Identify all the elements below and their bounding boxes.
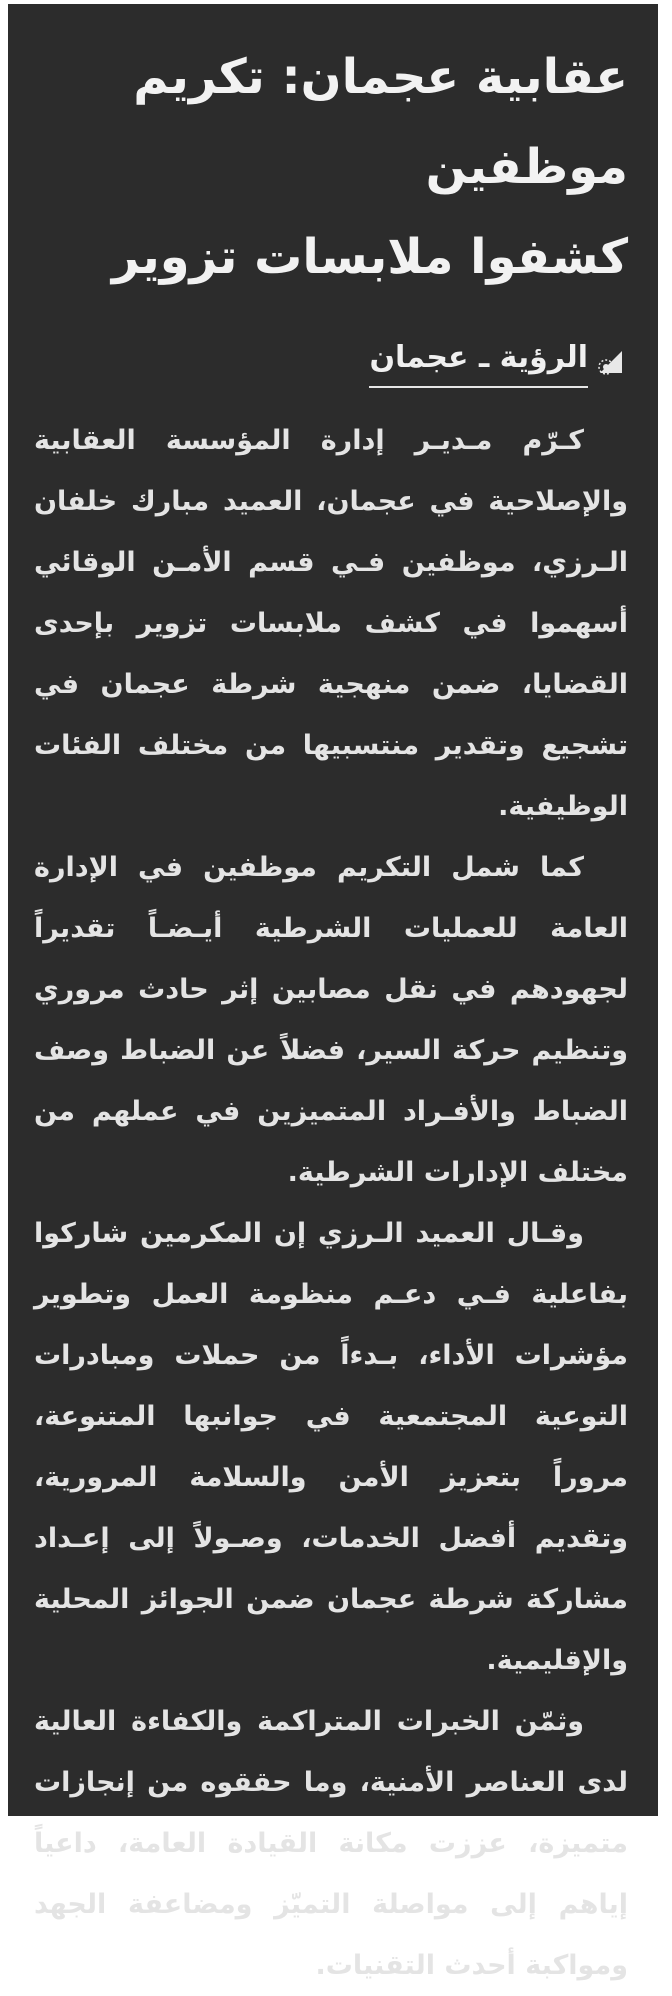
newspaper-clipping — [8, 4, 658, 1981]
article-paragraph: وثمّن الخبرات المتراكمة والكفاءة العالية لدى العناصر الأمنية، وما حققوه من إنجازات متميزة، عززت مكانة القيادة العامة، داعياً إياهم إلى مواصلة التميّز ومضاعفة الجهد ومواكبة أحدث التقنيات. — [34, 1706, 628, 1981]
article-paragraph: وقـال العميد الـرزي إن المكرمين شاركوا بفاعلية فـي دعـم منظومة العمل وتطوير مؤشرات الأداء، بـدءاً من حملات ومبادرات التوعية المجتمعية في جوانبها المتنوعة، مروراً بتعزيز الأمن والسلامة المرورية، وتقديم أفضل الخدمات، وصـولاً إلى إعـداد مشاركة شرطة عجمان ضمن الجوائز المحلية والإقليمية. — [34, 1218, 628, 1676]
article-paragraph: كما شمل التكريم موظفين في الإدارة العامة للعمليات الشرطية أيـضـاً تقديراً لجهودهم في نقل مصابين إثر حادث مروري وتنظيم حركة السير، فضلاً عن الضباط وصف الضباط والأفـراد المتميزين في عملهم من مختلف الإدارات الشرطية. — [34, 852, 628, 1188]
article-paragraph: كـرّم مـديـر إدارة المؤسسة العقابية والإصلاحية في عجمان، العميد مبارك خلفان الـرزي، موظفين فـي قسم الأمـن الوقائي أسهموا في كشف ملابسات تزوير بإحدى القضايا، ضمن منهجية شرطة عجمان في تشجيع وتقدير منتسبيها من مختلف الفئات الوظيفية. — [34, 425, 628, 822]
article-headline — [34, 32, 628, 302]
headline-line-2: كشفوا ملابسات تزوير — [111, 229, 628, 285]
headline-line-1: عقابية عجمان: تكريم موظفين — [133, 49, 628, 195]
publication-logo-icon — [596, 347, 626, 377]
article-body — [34, 410, 628, 1996]
byline-row — [34, 336, 626, 388]
article-byline: الرؤية ـ عجمان — [369, 336, 588, 388]
